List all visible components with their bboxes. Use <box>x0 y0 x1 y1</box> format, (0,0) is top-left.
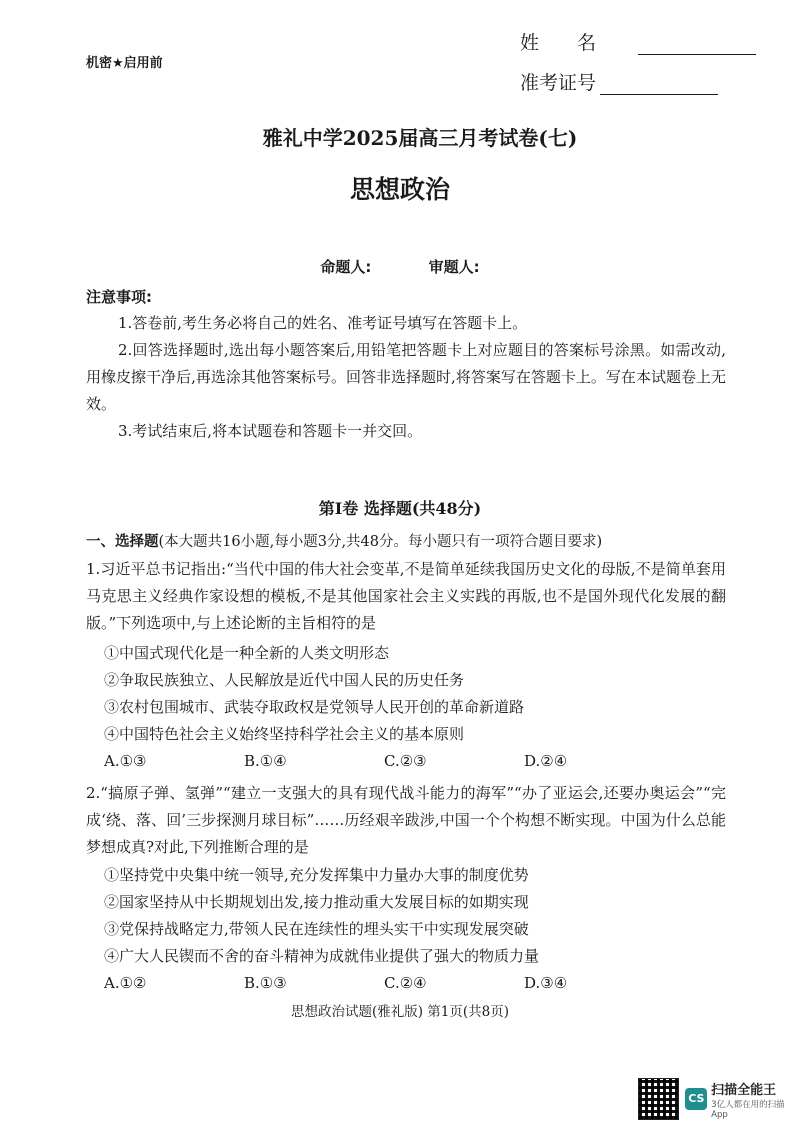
qr-code-icon <box>638 1078 679 1120</box>
question-1-statement: ②争取民族独立、人民解放是近代中国人民的历史任务 <box>104 671 465 689</box>
name-blank <box>638 34 756 55</box>
question-2-choices <box>104 974 664 992</box>
choice-a: A.①③ <box>104 752 147 770</box>
mc-label: 一、选择题 <box>86 534 159 550</box>
page-footer: 思想政治试题(雅礼版) 第1页(共8页) <box>290 1004 510 1020</box>
question-1-statement: ①中国式现代化是一种全新的人类文明形态 <box>104 644 390 662</box>
question-2-statement: ②国家坚持从中长期规划出发,接力推动重大发展目标的如期实现 <box>104 893 529 911</box>
note-item: 3.考试结束后,将本试题卷和答题卡一并交回。 <box>118 422 423 440</box>
scanner-watermark <box>638 1078 800 1120</box>
setter-label: 命题人: <box>320 258 372 276</box>
authors-line <box>0 256 800 277</box>
question-2-statement: ④广大人民锲而不舍的奋斗精神为成就伟业提供了强大的物质力量 <box>104 947 540 965</box>
choice-c: C.②③ <box>384 752 427 770</box>
exam-id-field <box>520 68 718 95</box>
choice-d: D.②④ <box>524 752 568 770</box>
confidential-label: 机密★启用前 <box>86 56 163 71</box>
choice-c: C.②④ <box>384 974 427 992</box>
mc-description: (本大题共16小题,每小题3分,共48分。每小题只有一项符合题目要求) <box>158 534 603 550</box>
name-label: 姓名 <box>520 32 635 54</box>
choice-b: B.①④ <box>244 752 287 770</box>
exam-title: 雅礼中学2025届高三月考试卷(七) <box>262 126 578 150</box>
question-2-stem: 2.“搞原子弹、氢弹”“建立一支强大的具有现代战斗能力的海军”“办了亚运会,还要办奥运会”“完成‘绕、落、回’三步探测月球目标”……历经艰辛跋涉,中国一个个构想不断实现。中国为什么总能梦想成真?对此,下列推断合理的是 <box>86 784 726 856</box>
note-item: 2.回答选择题时,选出每小题答案后,用铅笔把答题卡上对应题目的答案标号涂黑。如需改动,用橡皮擦干净后,再选涂其他答案标号。回答非选择题时,将答案写在答题卡上。写在本试题卷上无效。 <box>86 341 726 413</box>
exam-id-label: 准考证号 <box>520 72 597 94</box>
choice-d: D.③④ <box>524 974 568 992</box>
choice-b: B.①③ <box>244 974 287 992</box>
note-item: 1.答卷前,考生务必将自己的姓名、准考证号填写在答题卡上。 <box>118 314 528 332</box>
exam-id-blank <box>600 74 718 95</box>
choice-a: A.①② <box>104 974 147 992</box>
question-1-stem: 1.习近平总书记指出:“当代中国的伟大社会变革,不是简单延续我国历史文化的母版,不是简单套用马克思主义经典作家设想的模板,不是其他国家社会主义实践的再版,也不是国外现代化发展的翻版。”下列选项中,与上述论断的主旨相符的是 <box>86 560 726 632</box>
scanner-slogan: 3亿人都在用的扫描App <box>711 1099 785 1120</box>
mc-instructions <box>86 530 602 551</box>
notes-heading: 注意事项: <box>86 288 152 306</box>
scanner-text <box>711 1079 800 1120</box>
question-1-statement: ④中国特色社会主义始终坚持科学社会主义的基本原则 <box>104 725 465 743</box>
reviewer-label: 审题人: <box>428 258 480 276</box>
question-2-statement: ①坚持党中央集中统一领导,充分发挥集中力量办大事的制度优势 <box>104 866 529 884</box>
subject-title: 思想政治 <box>349 175 450 204</box>
camscanner-logo-icon: CS <box>685 1088 707 1110</box>
question-1-choices <box>104 752 664 770</box>
name-field <box>520 28 756 55</box>
question-2-statement: ③党保持战略定力,带领人民在连续性的埋头实干中实现发展突破 <box>104 920 529 938</box>
scanner-brand: 扫描全能王 <box>711 1082 777 1098</box>
section-title: 第Ⅰ卷 选择题(共48分) <box>318 499 482 518</box>
question-1-statement: ③农村包围城市、武装夺取政权是党领导人民开创的革命新道路 <box>104 698 525 716</box>
